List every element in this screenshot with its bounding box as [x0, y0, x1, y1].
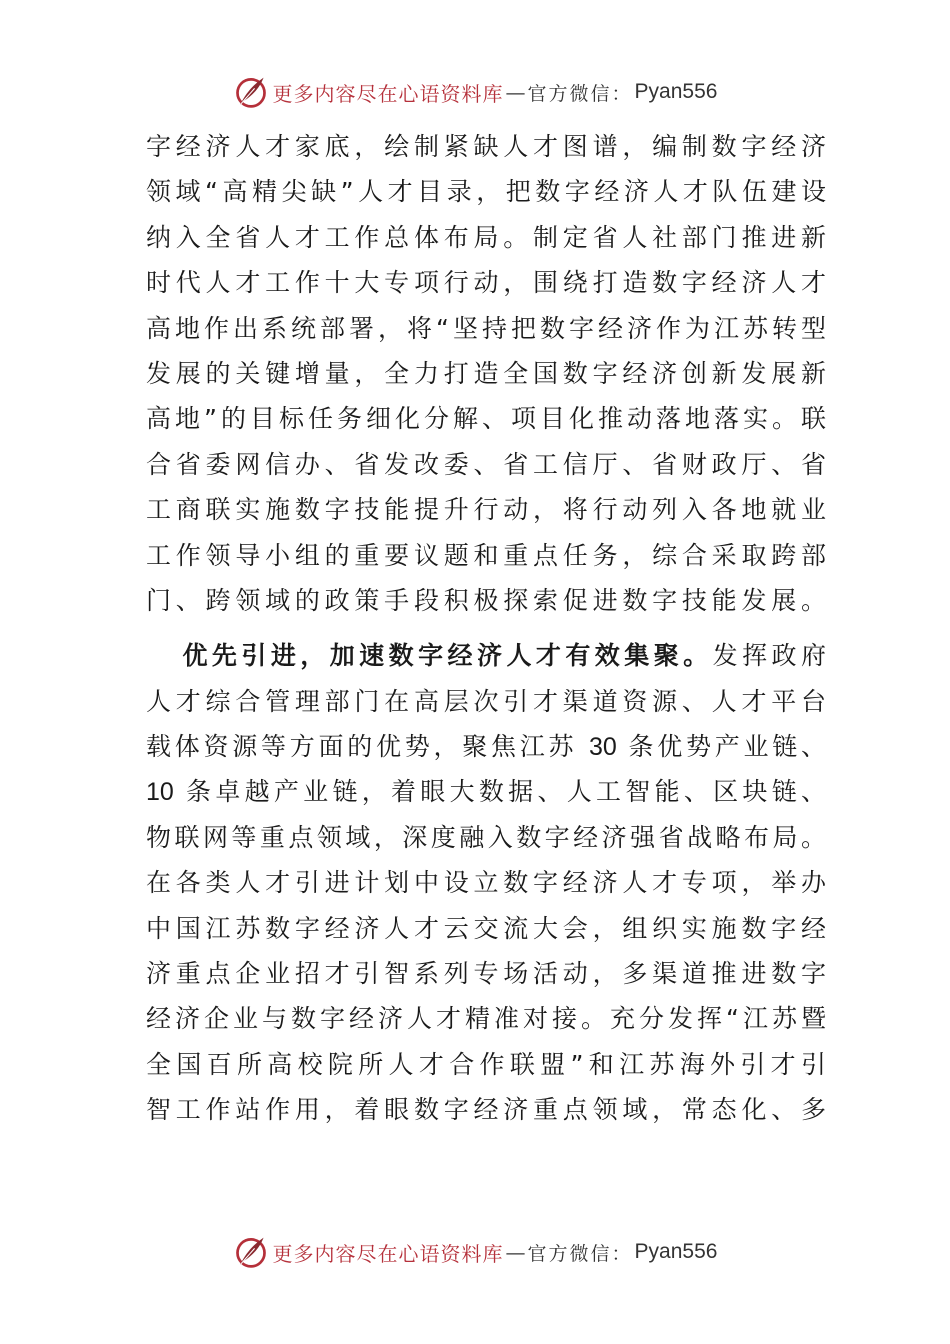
banner-separator: — [505, 1240, 526, 1264]
banner-wechat-label: 官方微信： [527, 1242, 633, 1265]
text-line: 人才综合管理部门在高层次引才渠道资源、人才平台 [146, 686, 826, 716]
text-line: 全国百所高校院所人才合作联盟”和江苏海外引才引 [146, 1049, 826, 1079]
banner-wechat-id: Pyan556 [634, 80, 718, 103]
heading-followup-text: 发挥政府 [712, 641, 826, 671]
text-segment: 条卓越产业链，着眼大数据、人工智能、区块链、 [186, 777, 826, 807]
text-line: 高地”的目标任务细化分解、项目化推动落地落实。联 [146, 404, 826, 434]
text-line: 在各类人才引进计划中设立数字经济人才专项，举办 [146, 868, 826, 898]
quill-logo-icon [233, 74, 269, 110]
banner-slogan: 更多内容尽在心语资料库 [272, 1241, 504, 1266]
text-segment: 条优势产业链、 [628, 732, 826, 762]
text-line: 工商联实施数字技能提升行动，将行动列入各地就业 [146, 495, 826, 525]
text-line: 高地作出系统部署，将“坚持把数字经济作为江苏转型 [146, 313, 826, 343]
document-body [146, 124, 826, 1133]
text-line: 发展的关键增量，全力打造全国数字经济创新发展新 [146, 358, 826, 388]
text-line [146, 724, 826, 769]
text-line: 中国江苏数字经济人才云交流大会，组织实施数字经 [146, 913, 826, 943]
paragraph-1 [146, 124, 826, 623]
banner-separator: — [505, 80, 526, 104]
text-line: 字经济人才家底，绘制紧缺人才图谱，编制数字经济 [146, 132, 826, 161]
footer-banner [0, 1230, 950, 1274]
banner-wechat-id: Pyan556 [634, 1240, 718, 1263]
text-line: 济重点企业招才引智系列专场活动，多渠道推进数字 [146, 959, 826, 989]
banner-slogan: 更多内容尽在心语资料库 [272, 81, 504, 106]
text-line: 合省委网信办、省发改委、省工信厅、省财政厅、省 [146, 449, 826, 479]
number-value: 30 [588, 733, 617, 762]
number-value: 10 [146, 778, 174, 807]
paragraph-2 [146, 633, 826, 1132]
text-line: 时代人才工作十大专项行动，围绕打造数字经济人才 [146, 268, 826, 298]
header-banner [0, 70, 950, 114]
text-line: 经济企业与数字经济人才精准对接。充分发挥“江苏暨 [146, 1004, 826, 1034]
quill-logo-icon [233, 1234, 269, 1270]
banner-wechat-label: 官方微信： [527, 82, 633, 105]
paragraph-heading: 优先引进，加速数字经济人才有效集聚。 [178, 641, 713, 671]
text-line: 物联网等重点领域，深度融入数字经济强省战略布局。 [146, 822, 826, 852]
text-line [146, 633, 826, 678]
text-line: 智工作站作用，着眼数字经济重点领域，常态化、多 [146, 1095, 826, 1125]
text-line: 领域“高精尖缺”人才目录，把数字经济人才队伍建设 [146, 177, 826, 207]
text-line [146, 769, 826, 814]
text-line: 门、跨领域的政策手段积极探索促进数字技能发展。 [146, 585, 826, 615]
text-line: 纳入全省人才工作总体布局。制定省人社部门推进新 [146, 222, 826, 252]
text-segment: 载体资源等方面的优势，聚焦江苏 [146, 732, 578, 762]
text-line: 工作领导小组的重要议题和重点任务，综合采取跨部 [146, 540, 826, 570]
